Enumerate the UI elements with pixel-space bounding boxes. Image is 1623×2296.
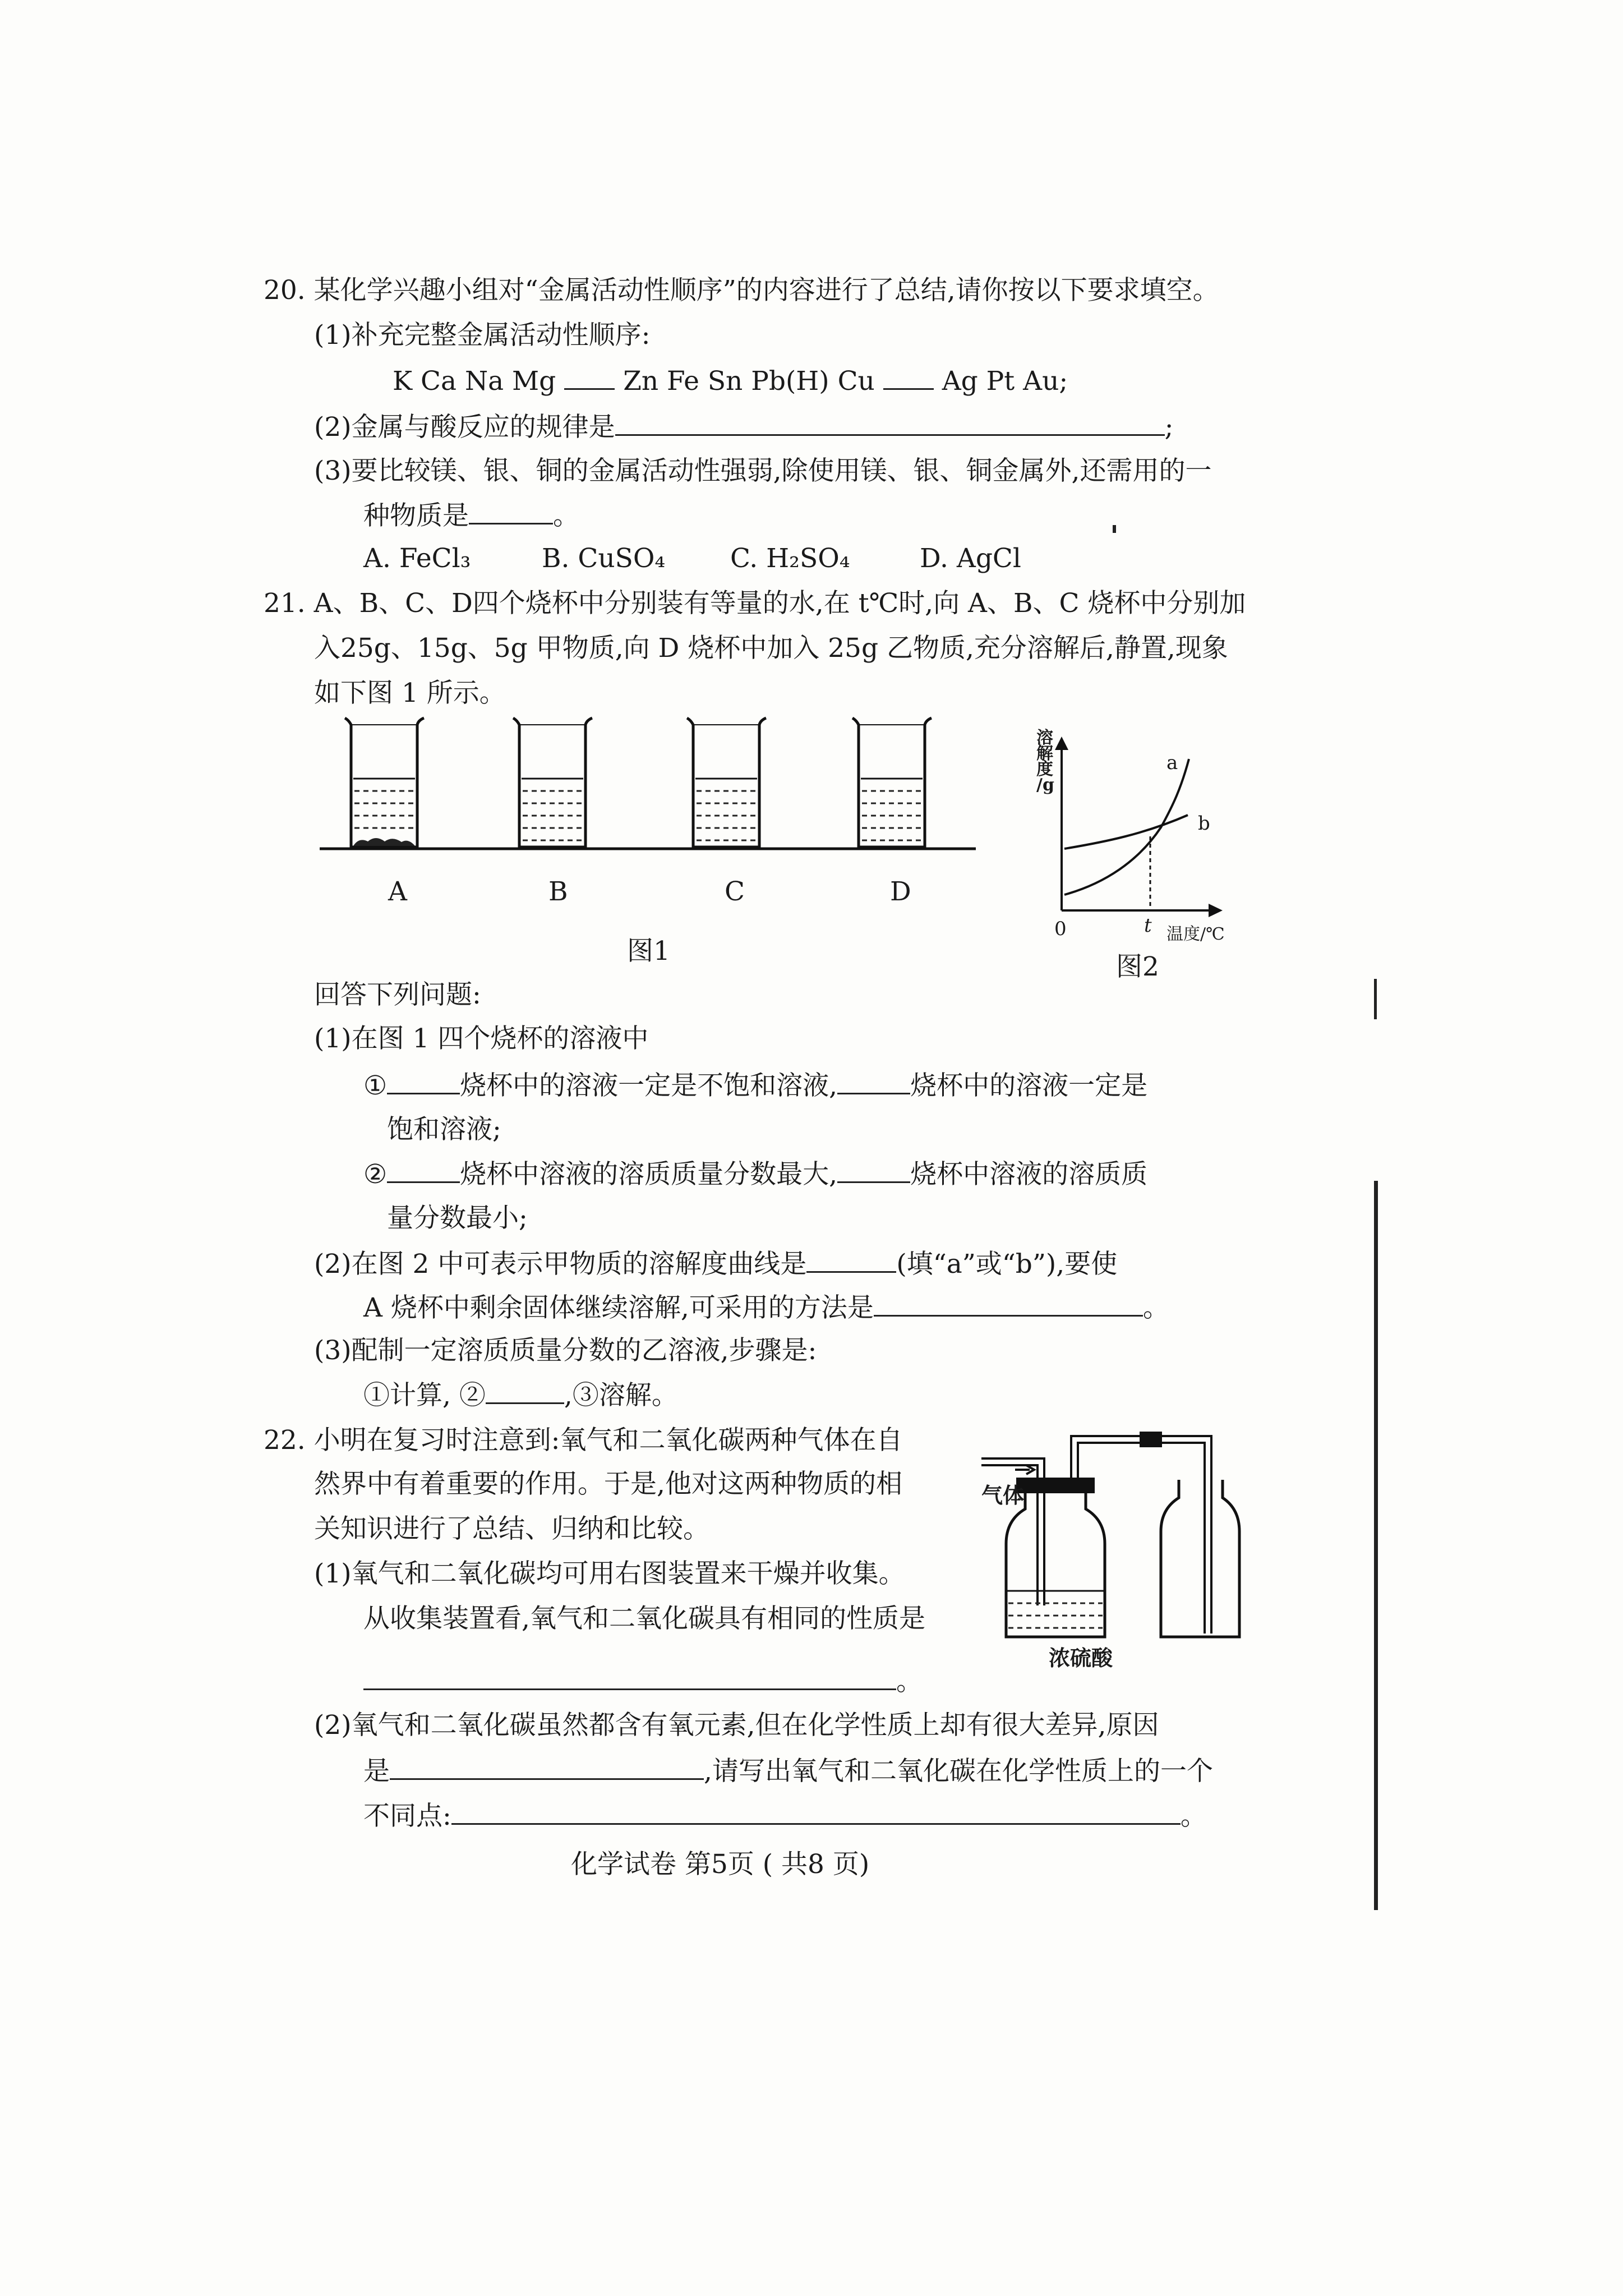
figure-2-solubility-chart	[1026, 726, 1251, 934]
q20-part3-label: 种物质是	[363, 500, 469, 531]
y-axis-arrow	[1055, 737, 1068, 750]
apparatus-acid-label: 浓硫酸	[1049, 1645, 1113, 1671]
q20-option-a[interactable]: A. FeCl₃	[363, 543, 471, 574]
beaker-label-b: B	[548, 876, 568, 907]
q22-part2-line1: (2)氧气和二氧化碳虽然都含有氧元素,但在化学性质上却有很大差异,原因	[314, 1710, 1159, 1741]
blank-dissolve-method[interactable]	[874, 1290, 1143, 1317]
q21-stem-line1: 21. A、B、C、D四个烧杯中分别装有等量的水,在 t℃时,向 A、B、C 烧杯中分别加	[264, 588, 1246, 619]
blank-unsaturated[interactable]	[387, 1068, 460, 1094]
blank-series-2[interactable]	[883, 364, 934, 390]
q21-part1-ii-cont: 量分数最小;	[387, 1203, 528, 1234]
beaker-a	[345, 718, 424, 847]
q20-part1: (1)补充完整金属活动性顺序:	[314, 320, 651, 351]
q20-option-c[interactable]: C. H₂SO₄	[730, 543, 850, 574]
page-footer: 化学试卷 第5页 ( 共8 页)	[571, 1849, 870, 1880]
blank-difference[interactable]	[451, 1798, 1181, 1825]
blank-substance[interactable]	[469, 498, 553, 524]
q20-part3-line2	[363, 498, 579, 533]
q21-stem-line3: 如下图 1 所示。	[314, 678, 506, 708]
curve-b-label: b	[1198, 812, 1210, 835]
q21-part1-ii: ② 烧杯中溶液的溶质质量分数最大, 烧杯中溶液的溶质质	[363, 1157, 1147, 1191]
q21-part2-line1: (2)在图 2 中可表示甲物质的溶解度曲线是 (填“a”或“b”),要使	[314, 1246, 1117, 1281]
apparatus-gas-label: 气体	[981, 1483, 1025, 1508]
q21-stem-line2: 入25g、15g、5g 甲物质,向 D 烧杯中加入 25g 乙物质,充分溶解后,静置,现象	[314, 633, 1228, 664]
blank-series-1[interactable]	[564, 364, 615, 390]
q21-part1-i-cont: 饱和溶液;	[387, 1114, 501, 1145]
blank-acid-rule[interactable]	[615, 409, 1165, 436]
blank-common-property[interactable]	[363, 1664, 896, 1690]
q20-part3-end: 。	[553, 500, 579, 531]
q20-series-line	[393, 364, 1068, 398]
blank-reason[interactable]	[390, 1754, 704, 1780]
figure-2-caption: 图2	[1116, 951, 1159, 982]
fig2-ylabel: 溶 解 度 /g	[1036, 728, 1054, 795]
collection-bottle	[1161, 1480, 1239, 1637]
x-axis-arrow	[1209, 904, 1223, 917]
q21-part1: (1)在图 1 四个烧杯的溶液中	[314, 1023, 649, 1054]
q20-part3-line1: (3)要比较镁、银、铜的金属活动性强弱,除使用镁、银、铜金属外,还需用的一	[314, 455, 1212, 486]
q20-option-d[interactable]: D. AgCl	[920, 543, 1021, 574]
stopper	[1016, 1478, 1095, 1493]
q20-part2-end: ;	[1164, 412, 1174, 443]
x-axis-label: 温度/℃	[1166, 924, 1225, 944]
q22-part1-answer: 。	[363, 1664, 923, 1699]
q21-part1-i: ① 烧杯中的溶液一定是不饱和溶液, 烧杯中的溶液一定是	[363, 1068, 1147, 1103]
figure-1-beakers	[314, 712, 987, 914]
q22-line2: 然界中有着重要的作用。于是,他对这两种物质的相	[314, 1469, 902, 1499]
scan-speck	[1113, 525, 1116, 533]
blank-max-fraction[interactable]	[387, 1157, 460, 1183]
origin-label: 0	[1054, 918, 1067, 940]
undissolved-solid	[353, 838, 415, 846]
beaker-label-c: C	[725, 876, 745, 907]
q22-line3: 关知识进行了总结、归纳和比较。	[314, 1513, 709, 1544]
series-segment-2: Zn Fe Sn Pb(H) Cu	[623, 366, 875, 397]
beaker-label-a: A	[388, 876, 407, 907]
q21-part3-steps: ①计算, ② ,③溶解。	[363, 1378, 678, 1412]
scan-mark-2	[1374, 1181, 1378, 1910]
t-label: t	[1144, 914, 1152, 937]
figure-1-caption: 图1	[627, 936, 670, 967]
q21-part3: (3)配制一定溶质质量分数的乙溶液,步骤是:	[314, 1335, 817, 1366]
q22-part1-line1: (1)氧气和二氧化碳均可用右图装置来干燥并收集。	[314, 1558, 905, 1589]
scan-mark-1	[1374, 979, 1377, 1019]
blank-saturated[interactable]	[837, 1068, 910, 1094]
q22-line1: 22. 小明在复习时注意到:氧气和二氧化碳两种气体在自	[264, 1425, 903, 1456]
curve-a-label: a	[1166, 752, 1178, 774]
series-segment-3: Ag Pt Au;	[942, 366, 1068, 397]
drying-collection-apparatus	[976, 1425, 1245, 1644]
q20-part2-label: (2)金属与酸反应的规律是	[314, 412, 615, 443]
beaker-d	[852, 718, 932, 847]
blank-min-fraction[interactable]	[837, 1157, 910, 1183]
q21-answer-intro: 回答下列问题:	[314, 979, 481, 1010]
q22-part2-line3: 不同点: 。	[363, 1798, 1207, 1833]
q22-part2-line2: 是 ,请写出氧气和二氧化碳在化学性质上的一个	[363, 1754, 1213, 1788]
blank-step-2[interactable]	[486, 1378, 564, 1404]
q20-option-b[interactable]: B. CuSO₄	[542, 543, 666, 574]
series-segment-1: K Ca Na Mg	[393, 366, 556, 397]
beaker-c	[687, 718, 766, 847]
q22-part1-line2: 从收集装置看,氧气和二氧化碳具有相同的性质是	[363, 1603, 925, 1634]
curve-b	[1064, 815, 1188, 849]
blank-curve-choice[interactable]	[806, 1246, 896, 1273]
q20-part2	[314, 409, 1173, 444]
q21-part2-line2: A 烧杯中剩余固体继续溶解,可采用的方法是 。	[363, 1290, 1169, 1325]
beaker-b	[513, 718, 592, 847]
beaker-label-d: D	[890, 876, 911, 907]
q20-stem: 20. 某化学兴趣小组对“金属活动性顺序”的内容进行了总结,请你按以下要求填空。	[264, 275, 1219, 306]
